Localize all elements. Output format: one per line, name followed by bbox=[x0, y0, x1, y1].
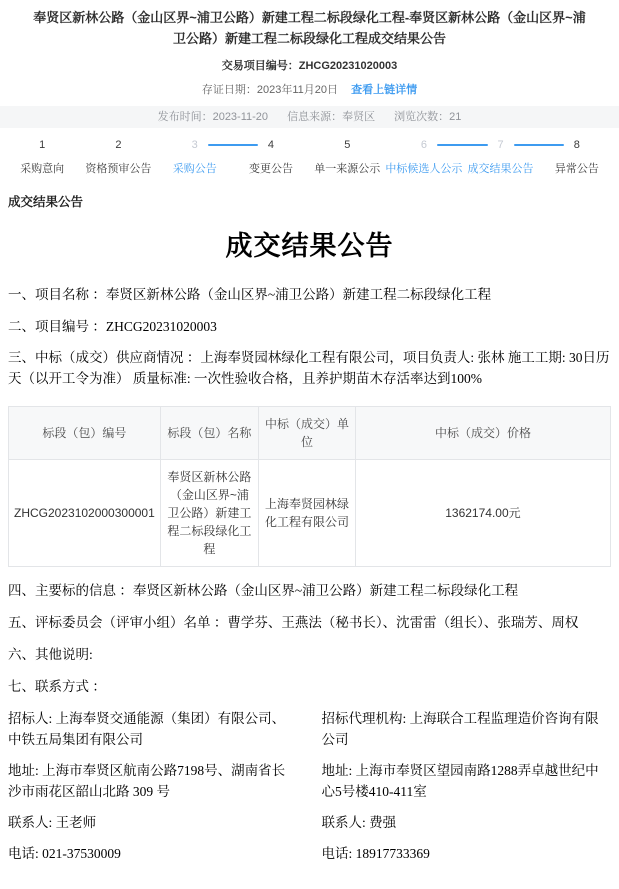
paragraph-other-notes: 六、其他说明: bbox=[8, 647, 93, 663]
agency-contact-person: 联系人: 费强 bbox=[321, 814, 397, 830]
step-number: 1 bbox=[39, 138, 46, 151]
step-procurement-announcement bbox=[157, 137, 233, 176]
step-number: 7 bbox=[497, 138, 504, 151]
step-label-link[interactable]: 中标候选人公示 bbox=[385, 162, 463, 175]
info-source: 信息来源：奉贤区 bbox=[287, 110, 376, 123]
step-label: 资格预审公告 bbox=[85, 162, 152, 175]
header-winning-unit: 中标（成交）单位 bbox=[259, 407, 356, 460]
tenderer-contact-column bbox=[8, 709, 298, 875]
contact-section bbox=[8, 709, 611, 875]
step-number: 2 bbox=[115, 138, 122, 151]
project-number: 交易项目编号：ZHCG20231020003 bbox=[221, 59, 398, 72]
tenderer-phone: 电话: 021-37530009 bbox=[8, 845, 121, 861]
agency-name: 招标代理机构: 上海联合工程监理造价咨询有限公司 bbox=[321, 710, 599, 747]
publish-time: 发布时间：2023-11-20 bbox=[157, 110, 269, 123]
announcement-body bbox=[8, 285, 611, 391]
paragraph-project-name: 一、项目名称 ：奉贤区新林公路（金山区界~浦卫公路）新建工程二标段绿化工程 bbox=[8, 286, 492, 302]
step-label: 异常公告 bbox=[554, 162, 599, 175]
step-number: 6 bbox=[420, 138, 427, 151]
table-row bbox=[9, 460, 611, 567]
agency-contact-column bbox=[322, 709, 612, 875]
tenderer-address: 地址: 上海市奉贤区航南公路7198号、湖南省长沙市雨花区韶山北路 309 号 bbox=[8, 762, 286, 799]
step-number: 8 bbox=[573, 138, 580, 151]
announcement-title: 成交结果公告 bbox=[225, 230, 394, 261]
bid-result-table bbox=[8, 406, 611, 567]
step-prequalification bbox=[80, 137, 156, 176]
cell-winning-unit: 上海奉贤园林绿化工程有限公司 bbox=[259, 460, 356, 567]
step-label: 采购意向 bbox=[20, 162, 65, 175]
cert-date: 存证日期：2023年11月20日 bbox=[201, 83, 339, 96]
table-header-row bbox=[9, 407, 611, 460]
paragraph-contact-heading: 七、联系方式 ： bbox=[8, 679, 106, 695]
paragraph-supplier-info: 三、中标（成交）供应商情况 ：上海奉贤园林绿化工程有限公司，项目负责人: 张林 施工工期: 30日历天（以开工令为准） 质量标准: 一次性验收合格，且养护期苗木存活率达到100% bbox=[8, 350, 610, 387]
publish-meta-bar bbox=[0, 106, 619, 128]
cell-winning-price: 1362174.00元 bbox=[355, 460, 610, 567]
tenderer-name: 招标人: 上海奉贤交通能源（集团）有限公司、中铁五局集团有限公司 bbox=[8, 710, 286, 747]
paragraph-subject-info: 四、主要标的信息 ：奉贤区新林公路（金山区界~浦卫公路）新建工程二标段绿化工程 bbox=[8, 583, 519, 599]
header-section-number: 标段（包）编号 bbox=[9, 407, 161, 460]
step-label: 变更公告 bbox=[248, 162, 293, 175]
step-label-link[interactable]: 成交结果公告 bbox=[467, 162, 534, 175]
step-purchase-intent bbox=[4, 137, 80, 176]
tenderer-contact-person: 联系人: 王老师 bbox=[8, 814, 97, 830]
step-change-announcement bbox=[233, 137, 309, 176]
step-label-link[interactable]: 采购公告 bbox=[172, 162, 217, 175]
cell-section-number: ZHCG2023102000300001 bbox=[9, 460, 161, 567]
announcement-body-2 bbox=[8, 581, 611, 698]
paragraph-committee-list: 五、评标委员会（评审小组）名单 ：曹学芬、王燕法（秘书长）、沈雷雷（组长）、张瑞芳、周权 bbox=[8, 615, 579, 631]
paragraph-project-number: 二、项目编号 ：ZHCG20231020003 bbox=[8, 318, 217, 334]
header-section-name: 标段（包）名称 bbox=[160, 407, 258, 460]
header-winning-price: 中标（成交）价格 bbox=[355, 407, 610, 460]
step-number: 3 bbox=[191, 138, 198, 151]
step-number: 5 bbox=[344, 138, 351, 151]
agency-phone: 电话: 18917733369 bbox=[321, 845, 430, 861]
step-winning-candidate bbox=[385, 137, 462, 176]
announcement-type-stepper bbox=[0, 137, 619, 176]
step-label: 单一来源公示 bbox=[314, 162, 381, 175]
step-result-announcement bbox=[462, 137, 538, 176]
step-number: 4 bbox=[267, 138, 275, 151]
step-single-source bbox=[309, 137, 385, 176]
step-abnormal-announcement bbox=[539, 137, 615, 176]
agency-address: 地址: 上海市奉贤区望园南路1288弄卓越世纪中心5号楼410-411室 bbox=[321, 762, 599, 799]
view-chain-details-link[interactable]: 查看上链详情 bbox=[351, 83, 418, 96]
page-title: 奉贤区新林公路（金山区界~浦卫公路）新建工程二标段绿化工程-奉贤区新林公路（金山区界~浦卫公路）新建工程二标段绿化工程成交结果公告 bbox=[33, 10, 586, 46]
section-heading: 成交结果公告 bbox=[8, 194, 84, 209]
cell-section-name: 奉贤区新林公路（金山区界~浦卫公路）新建工程二标段绿化工程 bbox=[160, 460, 258, 567]
view-count: 浏览次数：21 bbox=[394, 110, 462, 123]
cert-date-row bbox=[0, 81, 619, 97]
